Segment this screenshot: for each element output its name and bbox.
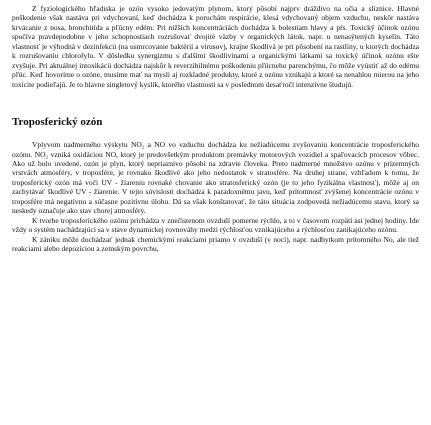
intro-paragraph: Z fyziologického hľadiska je ozón vysoko jedovatým plynom, ktorý pôsobí najprv dráždivo na očia a sliznice. Hlavné poškodenie však nastáva pri vdychovaní, keď dochádza k poruchám respirácie, klesá vdychovaný objem vzduchu, neskôr nastáva krvácanie z nosa, bronchitída a pľúcny edém. Pri nižších koncentráciách dochádza k bolestiam hlavy a pŕs. Toxický účinok ozónu spočíva pravdepodobne v jeho schopnostiach rozrušovať dvojité väzby v organických látok, napr. u nenasýtených kyselín. Táto vlastnosť je výhodná v dezinfekcii (na usmrcovanie baktérií a vírusov), krajne škodlivá je pri pôsobení na rastliny, u ktorých dochádza k rozrušovaniu chlorofylu. V dôsledku synergizmu s ďalšími škodlivinami a organickými látkami sa toxický účinok ozónu ešte zvyšuje. Pri aktuálnej intoxikácii dochádza najskôr k reverzibilnému poškodeniu pľúcneho parenchýmu, čo môže vyústiť až do edému pľúc. Keď hovoríme o ozóne, musíme mať na mysli aj rozkladné produkty, ktoré z ozónu vznikajú a ktoré sa nenahlou mierou na jeho toxicite podieľajú. Je to hlavne singletový kyslík, ktorého vlastnosti sa v poslednom desaťročí intenzívne študujú.: [12, 4, 419, 89]
section-heading: Troposferický ozón: [12, 116, 103, 129]
section-paragraph-3: K zániku môže dochádzať jednak chemickými reakciami priamo v ovzduší (v noci), napr. nadbytkom prítomného No, ale tiež reakciami alebo depozíciou a zemským povrchu,: [12, 234, 419, 254]
section-paragraph-2: K tvorbe troposferického ozónu prichádza v znečistenom ovzduší pomerne rýchlo, a to v časovom rozpätí asi jednej hodiny. Ide vždy o systém nachádzajúci sa v stave dynamickej rovnováhy medzi rýchlosťou vznikajúceho a rýchlosťou zanikajúceho ozónu.: [12, 215, 419, 235]
section-paragraph-1: Vplyvom nadmerného výskytu NO₂ a NO vo vzduchu dochádza ku nežiadúcemu zvyšovaniu koncentrácie troposferického ozónu. NO₂ vzniká oxidáciou NO, ktorý je predovšetkým produktom premávky motorových vozidiel a spaľovacích procesov vôbec. Ako už bolo uvedené, ozón je plyn, ktorý nepriaznivo pôsobí na zdravie človeka. Preto nadmerné množstvo ozónu v prízemných vrstvách atmosféry, v troposfére, je rovnako škodlivé ako jeho nedostatok v stratosfére. Na druhej strane, vzhľadom k tomu, že troposferický ozón má voči UV - žiareniu rovnaké chovanie ako stratosferický ozón (je to jeho fyzikálna vlastnosť), môže aj on zachytávať škodlivé UV - žiarenie. V tejto súvislosti dochádza k paradoxnému javu, keď prítomnosť zvýšenej koncentrácie ozónu v troposfére má negatívnu a súčasne pozitívnu úlohu. Dá sa však konštatovať, že táto situácia zodpovedá nežiadúcemu stavu, ktorý sa neskedy označuje ako stav chorej atmosféry.: [12, 140, 419, 216]
